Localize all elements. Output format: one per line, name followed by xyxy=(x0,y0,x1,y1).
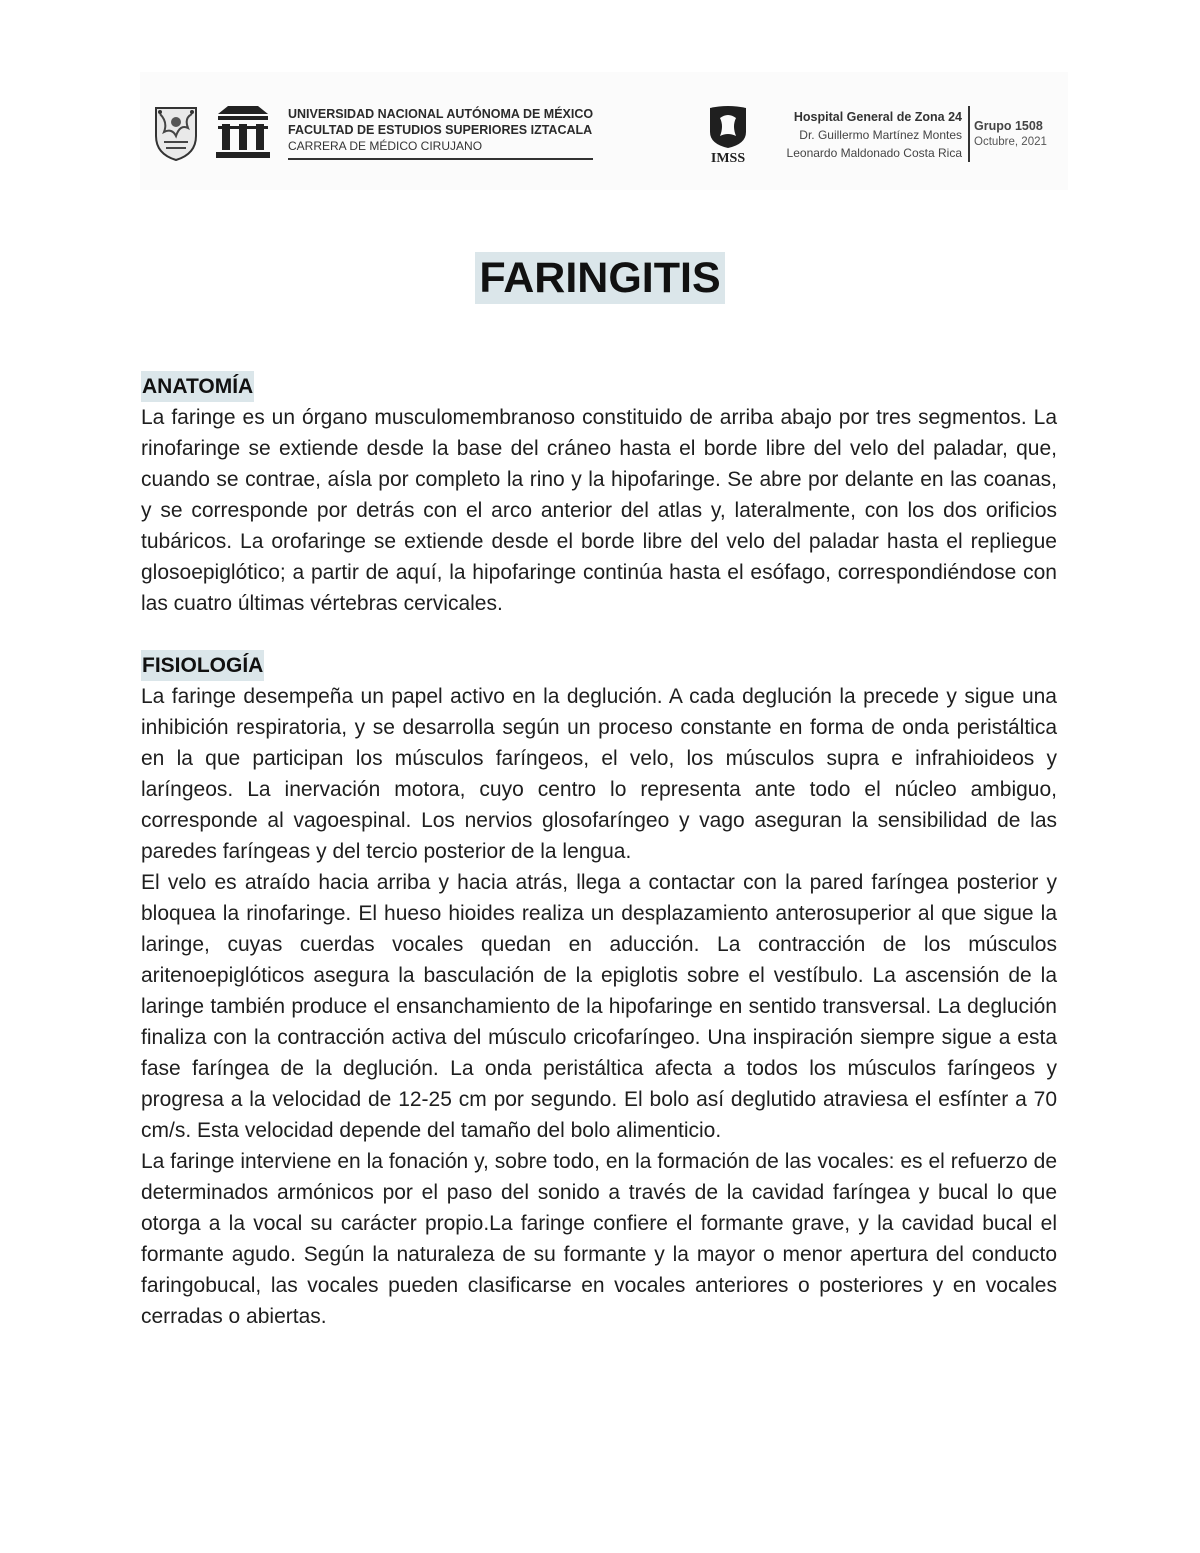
document-date: Octubre, 2021 xyxy=(974,136,1047,148)
section-anatomia xyxy=(141,371,1057,619)
section-fisiologia xyxy=(141,650,1057,1332)
student-name: Leonardo Maldonado Costa Rica xyxy=(786,146,962,160)
faculty-name: FACULTAD DE ESTUDIOS SUPERIORES IZTACALA xyxy=(288,123,593,137)
section-spacer xyxy=(141,619,1057,650)
imss-label: IMSS xyxy=(710,151,746,166)
hospital-name: Hospital General de Zona 24 xyxy=(793,110,962,124)
paragraph: La faringe desempeña un papel activo en la deglución. A cada deglución la precede y sigue una inhibición respiratoria, y se desarrolla según un proceso constante en forma de onda peristáltica en la que participan los músculos faríngeos, el velo, los músculos supra e infrahioideos y laríngeos. La inervación motora, cuyo centro lo representa ante todo el núcleo ambiguo, corresponde al vagoespinal. Los nervios glosofaríngeo y vago aseguran la sensibilidad de las paredes faríngeas y del tercio posterior de la lengua. xyxy=(141,685,1057,863)
doctor-name: Dr. Guillermo Martínez Montes xyxy=(799,128,962,142)
group-info xyxy=(974,118,1047,150)
section-heading: FISIOLOGÍA xyxy=(141,650,264,681)
imss-logo-icon xyxy=(706,104,750,166)
university-info xyxy=(288,106,593,160)
hospital-info xyxy=(752,108,962,162)
career-name: CARRERA DE MÉDICO CIRUJANO xyxy=(288,138,593,160)
document-header xyxy=(140,72,1068,190)
document-title: FARINGITIS xyxy=(475,252,724,304)
title-container xyxy=(0,252,1200,304)
fes-iztacala-logo-icon xyxy=(214,102,272,162)
document-body xyxy=(141,371,1057,1332)
paragraph: La faringe interviene en la fonación y, sobre todo, en la formación de las vocales: es el refuerzo de determinados armónicos por el paso del sonido a través de la cavidad faríngea y bucal lo que otorga a la vocal su carácter propio.La faringe confiere el formante grave, y la cavidad bucal el formante agudo. Según la naturaleza de su formante y la mayor o menor apertura del conducto faringobucal, las vocales pueden clasificarse en vocales anteriores o posteriores y en vocales cerradas o abiertas. xyxy=(141,1150,1057,1328)
university-name: UNIVERSIDAD NACIONAL AUTÓNOMA DE MÉXICO xyxy=(288,107,594,121)
header-divider xyxy=(968,106,970,162)
group-number: Grupo 1508 xyxy=(974,119,1043,133)
paragraph: El velo es atraído hacia arriba y hacia atrás, llega a contactar con la pared faríngea posterior y bloquea la rinofaringe. El hueso hioides realiza un desplazamiento anterosuperior al que sigue la laringe, cuyas cuerdas vocales quedan en aducción. La contracción de los músculos aritenoepiglóticos asegura la basculación de la epiglotis sobre el vestíbulo. La ascensión de la laringe también produce el ensanchamiento de la hipofaringe en sentido transversal. La deglución finaliza con la contracción activa del músculo cricofaríngeo. Una inspiración siempre sigue a esta fase faríngea de la deglución. La onda peristáltica afecta a todos los músculos faríngeos y progresa a la velocidad de 12-25 cm por segundo. El bolo así deglutido atraviesa el esfínter a 70 cm/s. Esta velocidad depende del tamaño del bolo alimenticio. xyxy=(141,871,1057,1142)
unam-seal-icon xyxy=(150,102,202,162)
section-heading: ANATOMÍA xyxy=(141,371,254,402)
paragraph: La faringe es un órgano musculomembranoso constituido de arriba abajo por tres segmentos. La rinofaringe se extiende desde la base del cráneo hasta el borde libre del velo del paladar, que, cuando se contrae, aísla por completo la rino y la hipofaringe. Se abre por delante en las coanas, y se corresponde por detrás con el arco anterior del atlas y, lateralmente, con los dos orificios tubáricos. La orofaringe se extiende desde el borde libre del velo del paladar hasta el repliegue glosoepiglótico; a partir de aquí, la hipofaringe continúa hasta el esófago, correspondiéndose con las cuatro últimas vértebras cervicales. xyxy=(141,406,1057,615)
